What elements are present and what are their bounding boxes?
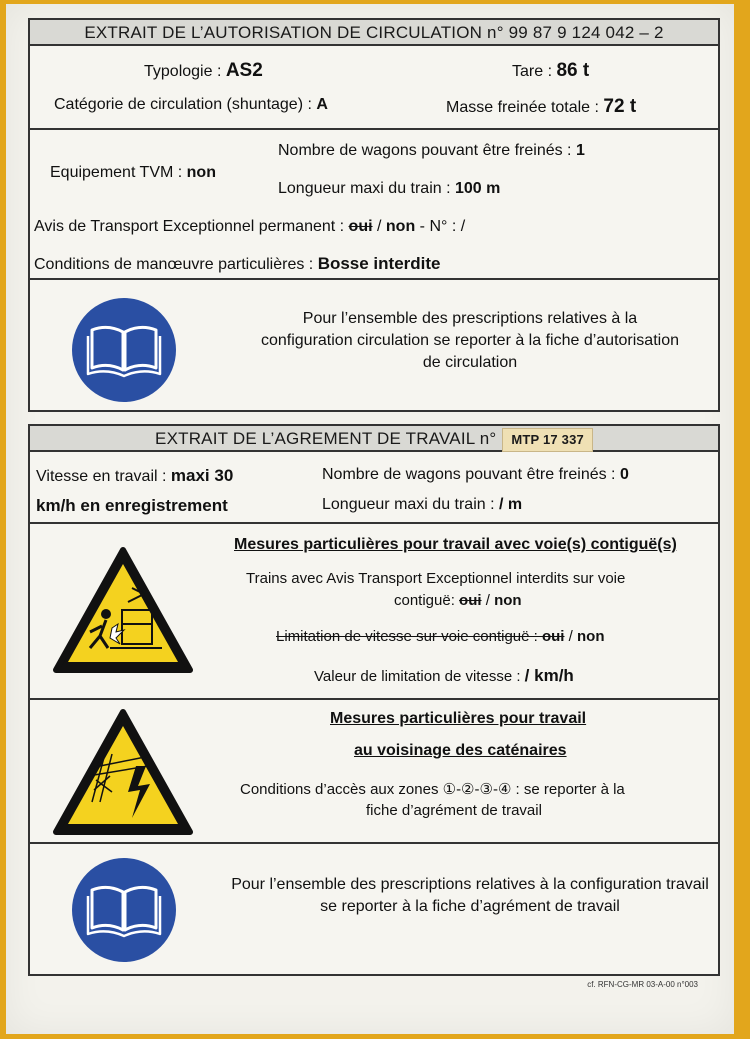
travail-wagons-label: Nombre de wagons pouvant être freinés : [322, 466, 620, 483]
longueur-line [278, 180, 500, 198]
voie-line1: Trains avec Avis Transport Exceptionnel interdits sur voie [246, 570, 626, 587]
voie-oui-struck: oui [459, 592, 482, 609]
document-sheet [6, 4, 734, 1034]
circulation-title: EXTRAIT DE L’AUTORISATION DE CIRCULATION n° 99 87 9 124 042 – 2 [30, 20, 718, 46]
masse-line [446, 96, 636, 118]
longueur-label: Longueur maxi du train : [278, 180, 455, 197]
limit-oui-struck: oui [541, 628, 565, 645]
vitesse-line1 [36, 466, 233, 486]
voie-line2 [394, 592, 522, 609]
longueur-value: 100 m [455, 180, 501, 197]
circulation-info-text: Pour l’ensemble des prescriptions relatives à la configuration circulation se reporter à la fiche d’autorisation de circulation [260, 310, 679, 371]
travail-wagons-value: 0 [619, 466, 629, 483]
avis-oui-struck: oui [348, 218, 373, 235]
limit-sep: / [564, 628, 577, 645]
typologie-label: Typologie : [144, 63, 226, 80]
limit-line [276, 628, 605, 645]
catenaires-title2: au voisinage des caténaires [354, 742, 567, 759]
tvm-line [50, 164, 216, 182]
travail-longueur-line [322, 496, 522, 514]
categorie-line [54, 96, 328, 114]
categorie-value: A [316, 96, 328, 113]
tvm-label: Equipement TVM : [50, 164, 187, 181]
avis-label: Avis de Transport Exceptionnel permanent : [34, 218, 349, 235]
travail-block [28, 424, 720, 976]
travail-wagons-line [322, 466, 629, 484]
catenaires-line2: fiche d’agrément de travail [366, 802, 542, 819]
reference-footnote: cf. RFN-CG-MR 03-A-00 n°003 [587, 980, 698, 989]
voie-contigue-section [30, 524, 718, 700]
track-danger-warning-icon [50, 544, 196, 678]
travail-info-text: Pour l’ensemble des prescriptions relatives à la configuration travail se reporter à la fiche d’agrément de travail [231, 876, 709, 915]
limit-non: non [577, 628, 605, 645]
catenaires-section [30, 700, 718, 844]
travail-longueur-label: Longueur maxi du train : [322, 496, 499, 513]
conditions-label: Conditions de manœuvre particulières : [34, 256, 318, 273]
travail-longueur-value: / m [499, 496, 523, 513]
valeur-line [314, 666, 574, 686]
avis-num: - N° : / [415, 218, 466, 235]
travail-title: EXTRAIT DE L’AGREMENT DE TRAVAIL n° [155, 429, 497, 448]
travail-header [30, 426, 718, 452]
tare-line [512, 60, 589, 82]
limit-label-struck: Limitation de vitesse sur voie contiguë : [276, 628, 542, 645]
masse-label: Masse freinée totale : [446, 99, 604, 116]
conditions-line [34, 254, 441, 274]
voie-line2-pre: contiguë: [394, 592, 460, 609]
vitesse-label: Vitesse en travail : [36, 468, 171, 485]
valeur-label: Valeur de limitation de vitesse : [314, 668, 525, 685]
avis-line [34, 218, 465, 236]
wagons-line [278, 142, 585, 160]
wagons-value: 1 [575, 142, 585, 159]
valeur-value: / km/h [524, 666, 574, 685]
conditions-value: Bosse interdite [317, 254, 441, 273]
tare-value: 86 t [556, 60, 590, 81]
categorie-label: Catégorie de circulation (shuntage) : [54, 96, 317, 113]
avis-non: non [385, 218, 416, 235]
voie-title: Mesures particulières pour travail avec voie(s) contiguë(s) [234, 536, 677, 553]
voie-non: non [494, 592, 522, 609]
travail-ref-badge: MTP 17 337 [502, 428, 593, 452]
avis-sep: / [372, 218, 386, 235]
typologie-value: AS2 [225, 60, 263, 81]
masse-value: 72 t [603, 96, 637, 117]
typologie-line [144, 60, 263, 82]
identity-section [30, 46, 718, 130]
circulation-info-section [30, 280, 718, 410]
equipment-section [30, 130, 718, 280]
vitesse-value1: maxi 30 [170, 466, 234, 485]
voie-sep: / [481, 592, 495, 609]
electric-hazard-warning-icon [50, 706, 196, 840]
wagons-label: Nombre de wagons pouvant être freinés : [278, 142, 576, 159]
travail-info-section [30, 844, 718, 972]
manual-book-icon [70, 856, 178, 964]
catenaires-line1: Conditions d’accès aux zones ①-②-③-④ : se reporter à la [240, 781, 625, 798]
travail-params-section [30, 452, 718, 524]
tare-label: Tare : [512, 63, 557, 80]
tvm-value: non [186, 164, 216, 181]
manual-book-icon [70, 296, 178, 404]
vitesse-value2: km/h en enregistrement [36, 496, 228, 515]
circulation-block [28, 18, 720, 412]
catenaires-title1: Mesures particulières pour travail [330, 710, 587, 727]
